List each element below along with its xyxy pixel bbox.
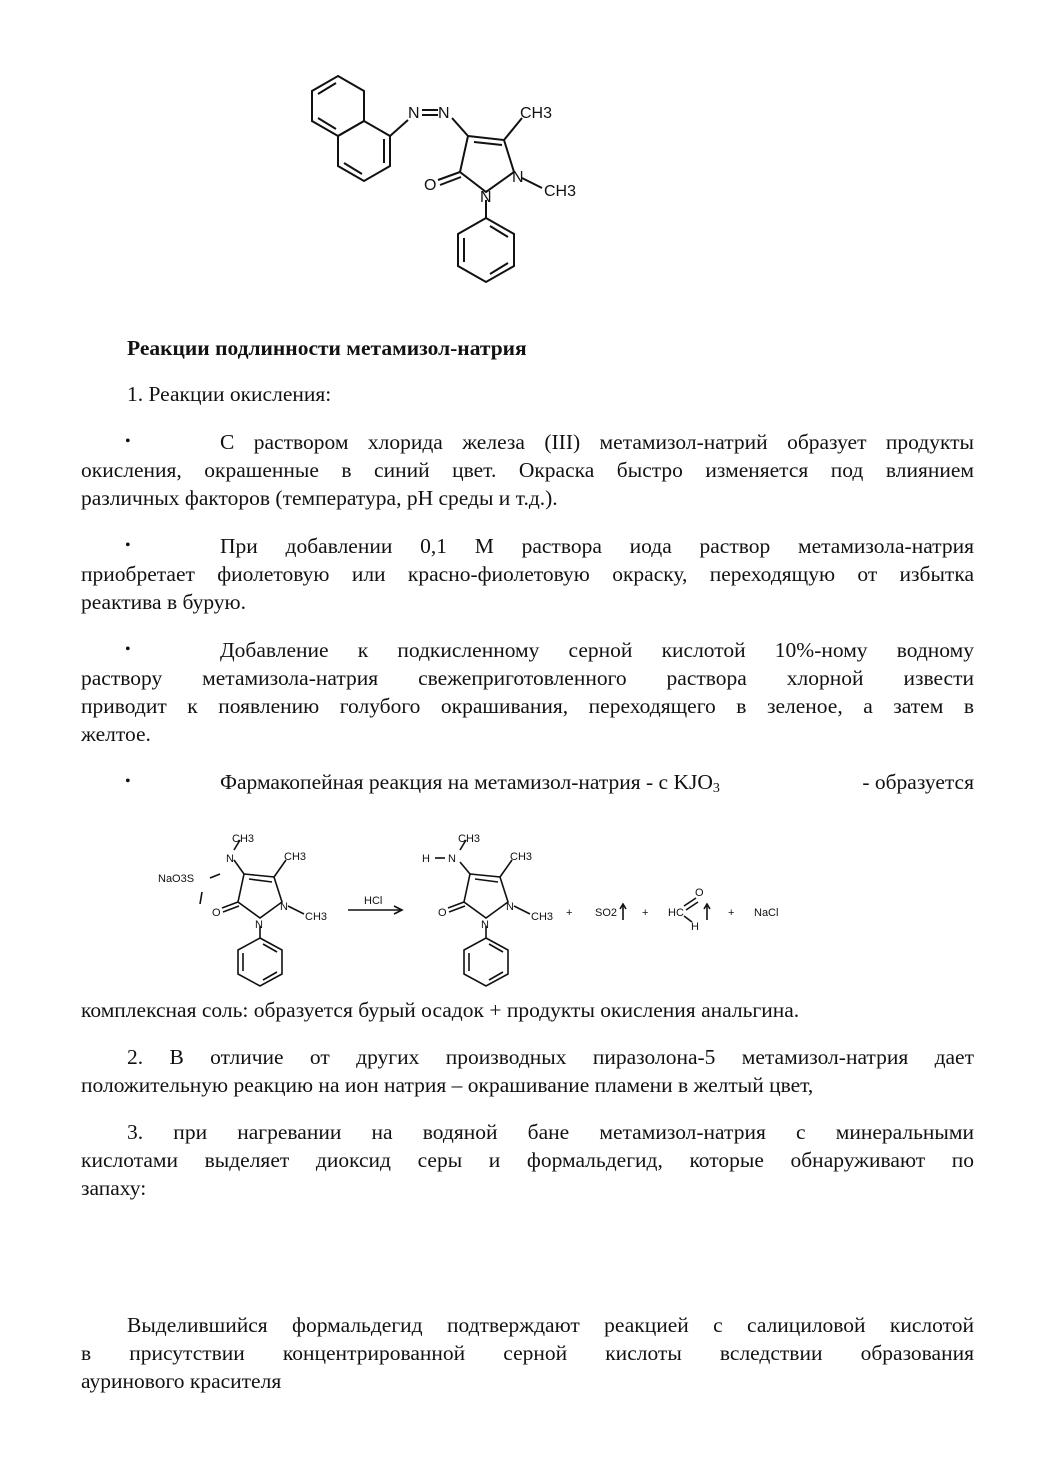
so2: SO2 xyxy=(595,907,618,919)
bullet-1-line-3: различных факторов (температура, pH среды и т.д.). xyxy=(81,486,558,510)
para-3-line-1: 3. при нагревании на водяной бане метамизол-натрия с минеральными xyxy=(127,1120,974,1144)
plus-3: + xyxy=(728,907,735,919)
plus-2: + xyxy=(642,907,649,919)
para-3-line-3: запаху: xyxy=(81,1176,147,1200)
reactant-n-ring: N xyxy=(280,901,288,913)
section-heading: Реакции подлинности метамизол-натрия xyxy=(127,336,527,360)
bullet-4-text-a: Фармакопейная реакция на метамизол-натрия - с $KJO_3$ xyxy=(220,770,720,796)
reactant-n-bottom: N xyxy=(255,919,263,931)
para-4-line-2: в присутствии концентрированной серной кислоты вследствии образования xyxy=(81,1341,974,1365)
bullet-4-line-1 xyxy=(220,768,974,797)
plus-1: + xyxy=(566,907,573,919)
bullet-2: • xyxy=(125,537,131,554)
reactant-ch3-n: CH3 xyxy=(232,833,255,845)
bullet-3-line-4: желтое. xyxy=(81,722,151,746)
bullet-1: • xyxy=(125,433,131,450)
product-n-ring: N xyxy=(506,901,514,913)
para-2-line-1: 2. В отличие от других производных пиразолона-5 метамизол-натрия дает xyxy=(127,1045,974,1069)
bullet-1-line-2: окисления, окрашенные в синий цвет. Окраска быстро изменяется под влиянием xyxy=(81,458,974,482)
bullet-2-line-1: При добавлении 0,1 М раствора иода раствор метамизола-натрия xyxy=(220,534,974,558)
structure-naphthylazo-pyrazolone xyxy=(300,60,600,310)
bullet-3: • xyxy=(125,641,131,658)
product-o: O xyxy=(438,907,447,919)
reactant-ch3-n2: CH3 xyxy=(305,911,328,923)
para-4-line-3: ауринового красителя xyxy=(81,1369,282,1393)
label-n-bottom: N xyxy=(480,189,492,206)
bullet-3-line-3: приводит к появлению голубого окрашивания, переходящего в зеленое, а затем в xyxy=(81,694,974,718)
bullet-2-line-3: реактива в бурую. xyxy=(81,590,246,614)
formaldehyde-h: H xyxy=(691,921,699,933)
structure-drawing xyxy=(300,60,600,310)
reaction-scheme xyxy=(150,822,800,992)
formaldehyde-hc: HC xyxy=(668,907,684,919)
label-n1: N xyxy=(408,105,420,122)
bullet-4-text-b: - образуется xyxy=(862,770,974,794)
item-1-title: 1. Реакции окисления: xyxy=(127,382,332,406)
reactant-naso3s: NaO3S xyxy=(158,873,195,885)
para-3-line-2: кислотами выделяет диоксид серы и формальдегид, которые обнаруживают по xyxy=(81,1148,974,1172)
product-ch3-ring: CH3 xyxy=(510,851,533,863)
reactant-ch3-ring: CH3 xyxy=(284,851,307,863)
reaction-drawing xyxy=(150,822,800,992)
product-n: N xyxy=(448,853,456,865)
label-ch3-right: CH3 xyxy=(544,183,577,200)
para-2-line-2: положительную реакцию на ион натрия – окрашивание пламени в желтый цвет, xyxy=(81,1073,814,1097)
reagent-hcl: HCl xyxy=(364,895,383,907)
label-n-ring: N xyxy=(512,169,524,186)
product-h: H xyxy=(422,853,430,865)
reactant-n: N xyxy=(226,853,234,865)
label-o: O xyxy=(424,177,437,194)
bullet-4: • xyxy=(125,773,131,790)
reactant-o: O xyxy=(212,907,221,919)
nacl: NaCl xyxy=(754,907,779,919)
label-ch3-top: CH3 xyxy=(520,105,553,122)
bullet-3-line-2: раствору метамизола-натрия свежеприготовленного раствора хлорной извести xyxy=(81,666,974,690)
para-4-line-1: Выделившийся формальдегид подтверждают реакцией с салициловой кислотой xyxy=(127,1313,974,1337)
bullet-2-line-2: приобретает фиолетовую или красно-фиолетовую окраску, переходящую от избытка xyxy=(81,562,974,586)
bullet-1-line-1: С раствором хлорида железа (III) метамизол-натрий образует продукты xyxy=(220,430,974,454)
formaldehyde-o: O xyxy=(695,887,704,899)
after-scheme-line: комплексная соль: образуется бурый осадок + продукты окисления анальгина. xyxy=(81,998,800,1022)
label-n2: N xyxy=(438,105,450,122)
product-ch3-n2: CH3 xyxy=(531,911,554,923)
bullet-3-line-1: Добавление к подкисленному серной кислотой 10%-ному водному xyxy=(220,638,974,662)
product-n-bottom: N xyxy=(481,919,489,931)
product-ch3-n: CH3 xyxy=(458,833,481,845)
